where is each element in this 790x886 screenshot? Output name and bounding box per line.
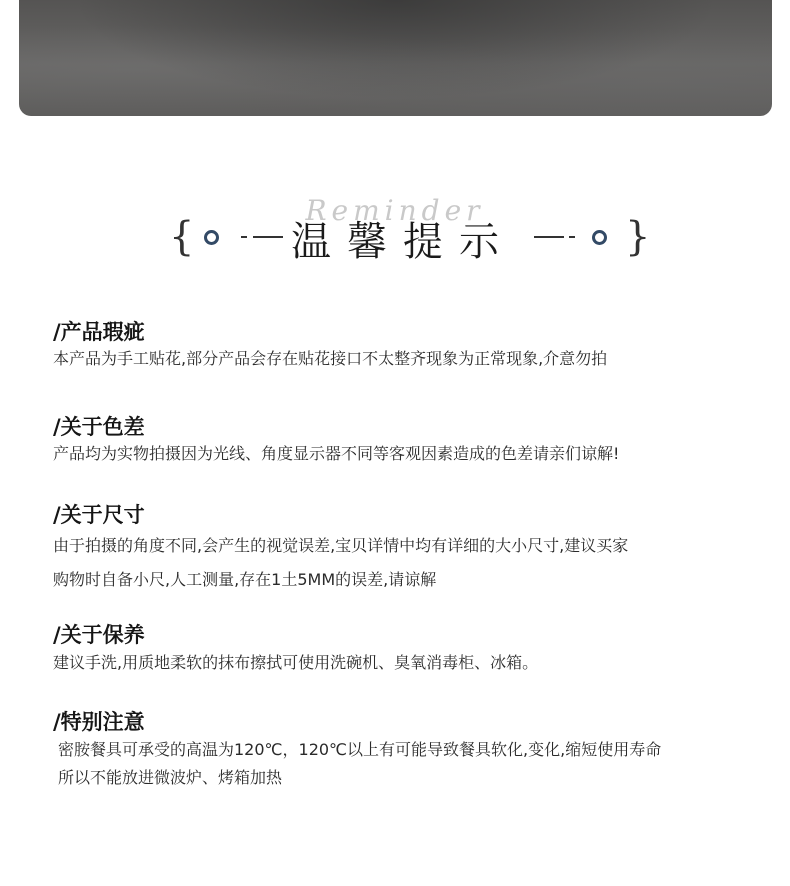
section-special-notice <box>53 708 773 792</box>
section-text: 所以不能放进微波炉、烤箱加热 <box>58 768 283 787</box>
section-text: 密胺餐具可承受的高温为120℃，120℃以上有可能导致餐具软化,变化,缩短使用寿命 <box>58 740 662 759</box>
section-maintenance <box>53 621 773 677</box>
right-line-ornament <box>534 236 564 238</box>
section-size <box>53 501 773 597</box>
section-title: /关于尺寸 <box>53 503 145 527</box>
section-title: /关于色差 <box>53 415 145 439</box>
right-dash-ornament <box>569 236 575 238</box>
product-photo-banner <box>19 0 772 116</box>
left-brace-ornament: { <box>169 214 195 260</box>
right-ring-icon <box>592 230 607 245</box>
section-product-flaws <box>53 318 773 372</box>
section-text: 购物时自备小尺,人工测量,存在1土5MM的误差,请谅解 <box>53 570 437 589</box>
section-title: /特别注意 <box>53 710 145 734</box>
section-title: /产品瑕疵 <box>53 320 145 344</box>
right-brace-ornament: } <box>625 214 651 260</box>
section-text: 建议手洗,用质地柔软的抹布擦拭可使用洗碗机、臭氧消毒柜、冰箱。 <box>53 653 539 672</box>
reminder-title: 温馨提示 <box>291 219 515 265</box>
section-color-difference <box>53 413 773 467</box>
section-text: 产品均为实物拍摄因为光线、角度显示器不同等客观因素造成的色差请亲们谅解! <box>53 444 620 463</box>
reminder-heading <box>0 190 790 280</box>
section-text: 由于拍摄的角度不同,会产生的视觉误差,宝贝详情中均有详细的大小尺寸,建议买家 <box>53 536 629 555</box>
section-title: /关于保养 <box>53 623 145 647</box>
reminder-watermark: Reminder <box>305 194 485 227</box>
section-text: 本产品为手工贴花,部分产品会存在贴花接口不太整齐现象为正常现象,介意勿拍 <box>53 349 608 368</box>
